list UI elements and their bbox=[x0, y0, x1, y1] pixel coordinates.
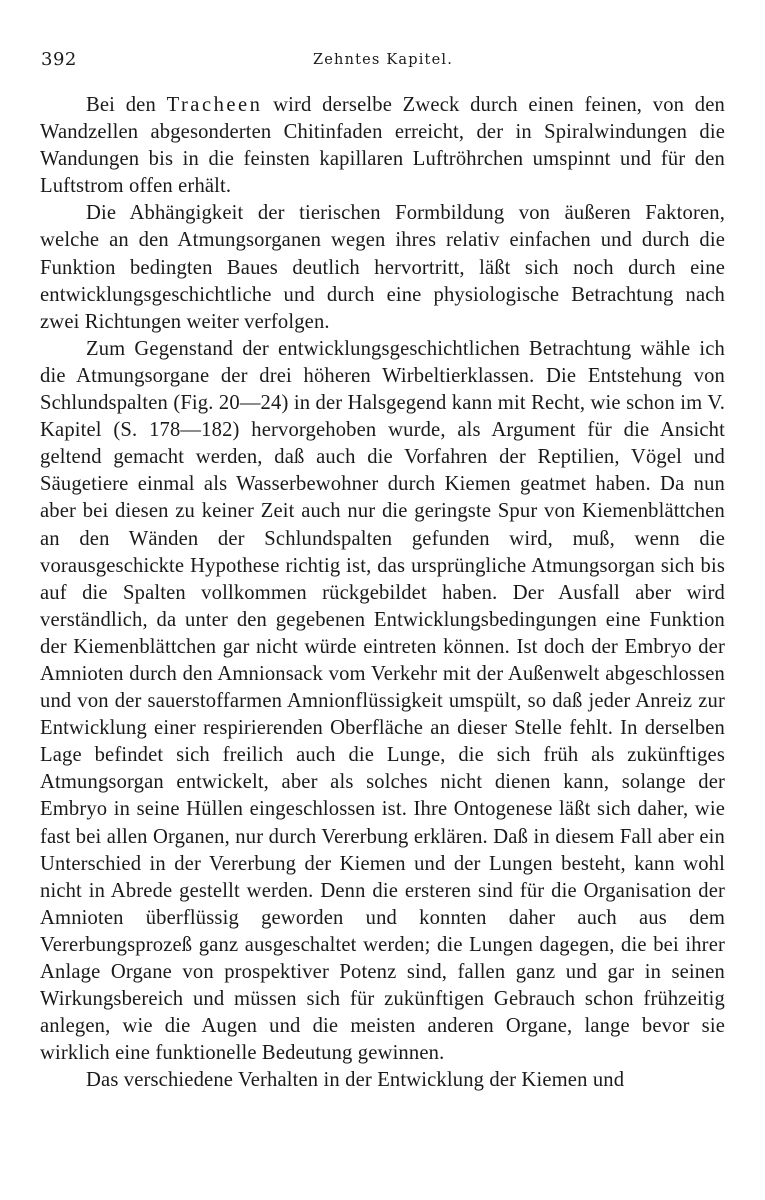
running-head: Zehntes Kapitel. bbox=[312, 52, 454, 68]
paragraph-abhaengigkeit: Die Abhängigkeit der tierischen Formbildung von äußeren Faktoren, welche an den Atmungsorganen wegen ihres relativ einfachen und durch die Funktion bedingten Baues deutlich hervortritt, läßt sich noch durch eine entwicklungsgeschichtliche und durch eine physiologische Betrachtung nach zwei Richtungen weiter verfolgen. bbox=[40, 202, 725, 333]
paragraph-lead: Bei den bbox=[86, 94, 167, 116]
paragraph-entwicklungsgeschichte: Zum Gegenstand der entwicklungsgeschichtlichen Betrachtung wähle ich die Atmungsorgane der drei höheren Wirbeltierklassen. Die Entstehung von Schlundspalten (Fig. 20—24) in der Halsgegend kann mit Recht, wie schon im V. Kapitel (S. 178—182) hervorgehoben wurde, als Argument für die Ansicht geltend gemacht werden, daß auch die Vorfahren der Reptilien, Vögel und Säugetiere einmal als Wasserbewohner durch Kiemen geatmet haben. Da nun aber bei diesen zu keiner Zeit auch nur die geringste Spur von Kiemenblättchen an den Wänden der Schlundspalten gefunden wird, muß, wenn die vorausgeschickte Hypothese richtig ist, das ursprüngliche Atmungsorgan sich bis auf die Spalten vollkommen rückgebildet haben. Der Ausfall aber wird verständlich, da unter den gegebenen Entwicklungsbedingungen eine Funktion der Kiemenblättchen gar nicht würde eintreten können. Ist doch der Embryo der Amnioten durch den Amnionsack vom Verkehr mit der Außenwelt abgeschlossen und von der sauerstoffarmen Amnionflüssigkeit umspült, so daß jeder Anreiz zur Entwicklung einer respirierenden Oberfläche an dieser Stelle fehlt. In derselben Lage befindet sich freilich auch die Lunge, die sich früh als zukünftiges Atmungsorgan entwickelt, aber als solches nicht dienen kann, solange der Embryo in seine Hüllen eingeschlossen ist. Ihre Ontogenese läßt sich daher, wie fast bei allen Organen, nur durch Vererbung erklären. Daß in diesem Fall aber ein Unterschied in der Vererbung der Kiemen und der Lungen besteht, kann wohl nicht in Abrede gestellt werden. Denn die ersteren sind für die Organisation der Amnioten überflüssig geworden und konnten daher auch aus dem Vererbungsprozeß ganz ausgeschaltet werden; die Lungen dagegen, die bei ihrer Anlage Organe von prospektiver Potenz sind, fallen ganz und gar in seinen Wirkungsbereich und müssen sich für zukünftigen Gebrauch schon frühzeitig anlegen, wie die Augen und die meisten anderen Organe, lange bevor sie wirklich eine funktionelle Bedeutung gewinnen. bbox=[40, 337, 725, 1065]
spaced-term: Tracheen bbox=[166, 94, 263, 116]
body-text bbox=[40, 92, 725, 1094]
page-number: 392 bbox=[41, 49, 77, 70]
page-header bbox=[41, 49, 725, 73]
paragraph-tracheen bbox=[40, 92, 725, 200]
paragraph-rest: wird derselbe Zweck durch einen feinen, von den Wandzellen abgesonderten Chitinfaden erreicht, der in Spiralwindungen die Wandungen bis in die feinsten kapillaren Luftröhrchen umspinnt und für den Luftstrom offen erhält. bbox=[40, 94, 725, 198]
paragraph-continuation: Das verschiedene Verhalten in der Entwicklung der Kiemen und bbox=[86, 1069, 625, 1092]
